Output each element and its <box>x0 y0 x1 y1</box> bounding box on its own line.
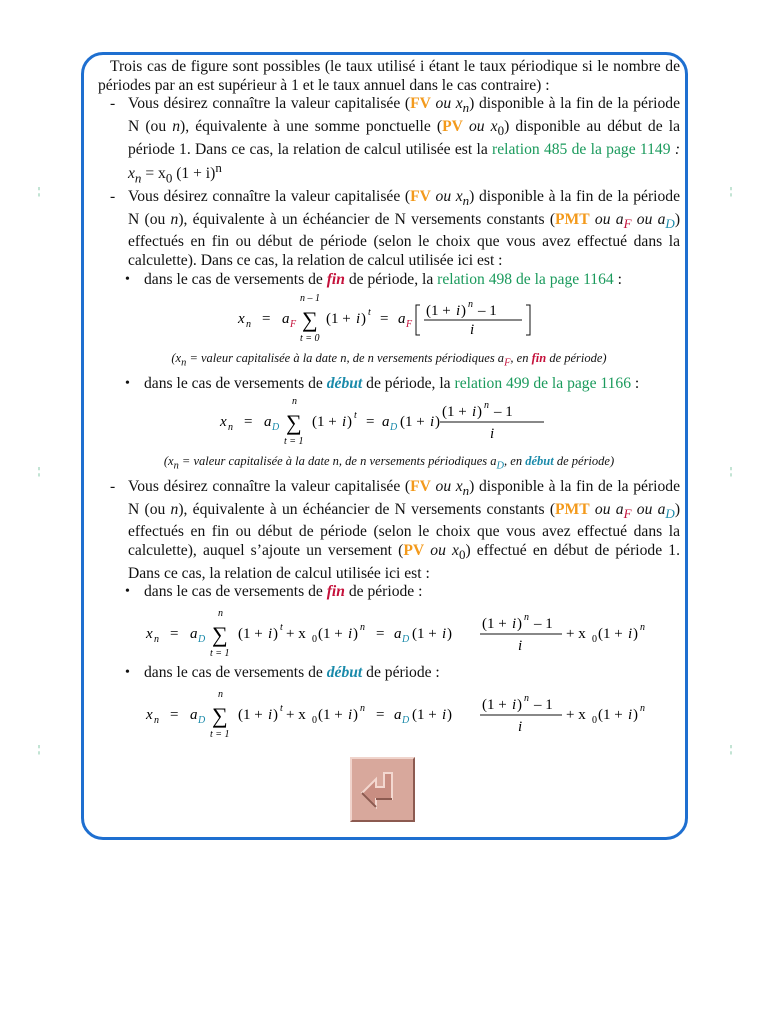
svg-text:+ x: + x <box>286 625 306 642</box>
svg-text:n: n <box>640 621 645 633</box>
svg-text:i: i <box>518 637 523 654</box>
back-button[interactable] <box>350 757 415 822</box>
svg-text:): ) <box>477 403 482 420</box>
equation-case3-debut <box>98 683 680 745</box>
svg-text:∑: ∑ <box>286 409 302 435</box>
svg-text:+ x: + x <box>566 625 586 642</box>
svg-text:x: x <box>146 706 153 723</box>
margin-mark: ¦ <box>730 186 733 197</box>
svg-text:– 1: – 1 <box>478 303 497 320</box>
fv-label: FV <box>410 188 431 206</box>
svg-text:i: i <box>268 625 273 642</box>
svg-text:): ) <box>447 706 452 723</box>
svg-text:): ) <box>361 311 366 328</box>
svg-text:): ) <box>517 615 522 632</box>
svg-text:t = 1: t = 1 <box>210 728 230 740</box>
svg-text:F: F <box>290 319 297 331</box>
svg-text:(1 +: (1 + <box>312 413 337 430</box>
svg-text:(1 +: (1 + <box>482 696 507 713</box>
svg-text:(1 +: (1 + <box>442 403 467 420</box>
svg-text:=: = <box>380 311 389 328</box>
svg-text:): ) <box>461 303 466 320</box>
svg-text:D: D <box>402 714 410 726</box>
svg-text:): ) <box>517 696 522 713</box>
svg-text:i: i <box>442 625 447 642</box>
svg-text:D: D <box>198 633 206 645</box>
svg-text:n: n <box>218 688 223 700</box>
svg-text:n: n <box>484 399 489 411</box>
margin-mark: ¦ <box>38 744 41 755</box>
svg-text:0: 0 <box>592 633 597 645</box>
svg-text:x: x <box>238 311 245 328</box>
svg-text:n: n <box>246 319 251 331</box>
svg-text:t: t <box>280 702 283 714</box>
pmt-label: PMT <box>555 210 590 228</box>
svg-text:=: = <box>170 706 179 723</box>
svg-text:n: n <box>218 607 223 619</box>
pv-label: PV <box>442 117 463 135</box>
svg-text:i: i <box>348 706 353 723</box>
svg-text:i: i <box>268 706 273 723</box>
equation-debut <box>98 394 680 450</box>
svg-text:t: t <box>280 621 283 633</box>
equation-fin <box>98 289 680 347</box>
pv-label: PV <box>403 542 425 560</box>
svg-text:): ) <box>447 625 452 642</box>
svg-text:n: n <box>154 633 159 645</box>
note-debut: ($x_n$ = valeur capitalisée à la date n, de n versements périodiques $a_D$, en début de période) <box>163 453 615 472</box>
svg-text:i: i <box>470 322 475 339</box>
svg-text:t: t <box>368 307 371 319</box>
svg-text:∑: ∑ <box>212 702 228 728</box>
svg-text:n: n <box>360 621 365 633</box>
margin-mark: ¦ <box>730 744 733 755</box>
svg-text:(1 +: (1 + <box>426 303 451 320</box>
svg-text:0: 0 <box>312 714 317 726</box>
svg-text:D: D <box>272 421 280 433</box>
relation-485-link[interactable]: relation 485 de la page 1149 <box>492 140 671 158</box>
svg-text:=: = <box>376 625 385 642</box>
svg-text:=: = <box>366 413 375 430</box>
svg-text:D: D <box>390 421 398 433</box>
case-2-bullet-debut: • dans le cas de versements de début de période, la relation 499 de la page 1166 : <box>125 375 640 393</box>
fv-label: FV <box>410 478 431 496</box>
case-3: - Vous désirez connaître la valeur capitalisée (FV ou $x_n$) disponible à la fin de la période N (ou n), équivalente à un échéancier de N versements constants (PMT ou $a_F$ ou $a_D$) effectués en fin ou début de période (selon le choix que vous avez effectué dans la calculette), auquel s’ajoute un versement (PV ou $x_0$) effectué en début de période 1. Dans ce cas, la relation de calcul utilisée ici est : <box>110 478 681 582</box>
svg-text:n: n <box>524 611 529 623</box>
svg-text:∑: ∑ <box>212 621 228 647</box>
svg-text:): ) <box>273 625 278 642</box>
svg-text:(1 +: (1 + <box>400 413 425 430</box>
relation-498-link[interactable]: relation 498 de la page 1164 <box>437 270 614 288</box>
svg-text:(1 +: (1 + <box>318 625 343 642</box>
svg-text:– 1: – 1 <box>534 615 553 632</box>
svg-text:n: n <box>360 702 365 714</box>
case-2: - Vous désirez connaître la valeur capitalisée (FV ou $x_n$) disponible à la fin de la période N (ou n), équivalente à un échéancier de N versements constants (PMT ou $a_F$ ou $a_D$) effectués en fin ou début de période (selon le choix que vous avez effectué dans la calculette). Dans ce cas, la relation de calcul utilisée ici est : <box>110 188 681 270</box>
svg-text:+ x: + x <box>286 706 306 723</box>
svg-text:i: i <box>348 625 353 642</box>
svg-text:i: i <box>472 403 477 420</box>
pmt-label: PMT <box>555 500 590 518</box>
case-1: - Vous désirez connaître la valeur capitalisée (FV ou $x_n$) disponible à la fin de la période N (ou n), équivalente à une somme ponctuelle (PV ou $x_0$) disponible au début de la période 1. Dans ce cas, la relation de calcul utilisée est la relation 485 de la page 1149 : $x_n = x_0$ $(1 + i)^n$ <box>110 95 681 186</box>
case-3-bullet-fin: • dans le cas de versements de fin de période : <box>125 583 423 601</box>
svg-text:i: i <box>512 615 517 632</box>
svg-text:i: i <box>628 706 633 723</box>
svg-text:i: i <box>512 696 517 713</box>
svg-text:a: a <box>382 413 390 430</box>
svg-text:(1 +: (1 + <box>318 706 343 723</box>
svg-text:a: a <box>190 625 198 642</box>
svg-text:D: D <box>198 714 206 726</box>
svg-text:(1 +: (1 + <box>412 706 437 723</box>
svg-text:n: n <box>524 692 529 704</box>
svg-text:=: = <box>262 311 271 328</box>
note-fin: ($x_n$ = valeur capitalisée à la date n, de n versements périodiques $a_F$, en fin de période) <box>171 351 607 369</box>
svg-text:i: i <box>356 311 361 328</box>
margin-mark: ¦ <box>730 466 733 477</box>
svg-text:): ) <box>273 706 278 723</box>
svg-text:n: n <box>292 395 297 407</box>
svg-text:∑: ∑ <box>302 307 318 333</box>
svg-text:x: x <box>220 413 227 430</box>
svg-text:): ) <box>353 706 358 723</box>
svg-text:i: i <box>342 413 347 430</box>
svg-text:+ x: + x <box>566 706 586 723</box>
svg-text:(1 +: (1 + <box>238 706 263 723</box>
fv-label: FV <box>410 95 431 113</box>
svg-text:(1 +: (1 + <box>482 615 507 632</box>
svg-text:n: n <box>640 702 645 714</box>
svg-text:n: n <box>468 299 473 311</box>
case-2-bullet-fin: • dans le cas de versements de fin de période, la relation 498 de la page 1164 : <box>125 270 622 288</box>
svg-text:t: t <box>354 409 357 421</box>
svg-text:a: a <box>190 706 198 723</box>
svg-text:a: a <box>394 706 402 723</box>
svg-text:=: = <box>244 413 253 430</box>
svg-text:i: i <box>490 425 495 442</box>
svg-text:i: i <box>442 706 447 723</box>
svg-text:– 1: – 1 <box>534 696 553 713</box>
svg-text:D: D <box>402 633 410 645</box>
svg-text:(1 +: (1 + <box>238 625 263 642</box>
svg-text:x: x <box>146 625 153 642</box>
svg-text:a: a <box>398 311 406 328</box>
svg-text:): ) <box>633 625 638 642</box>
svg-text:i: i <box>628 625 633 642</box>
svg-text:(1 +: (1 + <box>412 625 437 642</box>
svg-text:(1 +: (1 + <box>598 706 623 723</box>
intro-paragraph: Trois cas de figure sont possibles (le taux utilisé i étant le taux périodique si le nombre de périodes par an est supérieur à 1 et le taux annuel dans le cas contraire) : <box>98 58 680 94</box>
svg-text:a: a <box>394 625 402 642</box>
svg-text:i: i <box>518 718 523 735</box>
equation-case3-fin <box>98 602 680 664</box>
document-body <box>98 58 680 745</box>
svg-text:): ) <box>347 413 352 430</box>
svg-text:F: F <box>406 319 413 331</box>
case-3-bullet-debut: • dans le cas de versements de début de période : <box>125 663 440 681</box>
relation-499-link[interactable]: relation 499 de la page 1166 <box>454 375 632 393</box>
svg-text:=: = <box>376 706 385 723</box>
margin-mark: ¦ <box>38 186 41 197</box>
svg-text:n: n <box>228 421 233 433</box>
svg-text:n – 1: n – 1 <box>300 293 320 305</box>
svg-text:a: a <box>282 311 290 328</box>
back-arrow-icon <box>352 759 413 820</box>
svg-text:t = 0: t = 0 <box>300 333 320 345</box>
svg-text:(1 +: (1 + <box>598 625 623 642</box>
svg-text:i: i <box>430 413 435 430</box>
margin-mark: ¦ <box>38 466 41 477</box>
svg-text:): ) <box>435 413 440 430</box>
svg-text:i: i <box>456 303 461 320</box>
svg-text:(1 +: (1 + <box>326 311 351 328</box>
svg-text:0: 0 <box>592 714 597 726</box>
svg-text:n: n <box>154 714 159 726</box>
svg-text:a: a <box>264 413 272 430</box>
svg-text:): ) <box>633 706 638 723</box>
svg-text:0: 0 <box>312 633 317 645</box>
svg-text:): ) <box>353 625 358 642</box>
svg-text:=: = <box>170 625 179 642</box>
svg-text:t = 1: t = 1 <box>284 435 304 447</box>
svg-text:t = 1: t = 1 <box>210 647 230 659</box>
svg-text:– 1: – 1 <box>494 403 513 420</box>
